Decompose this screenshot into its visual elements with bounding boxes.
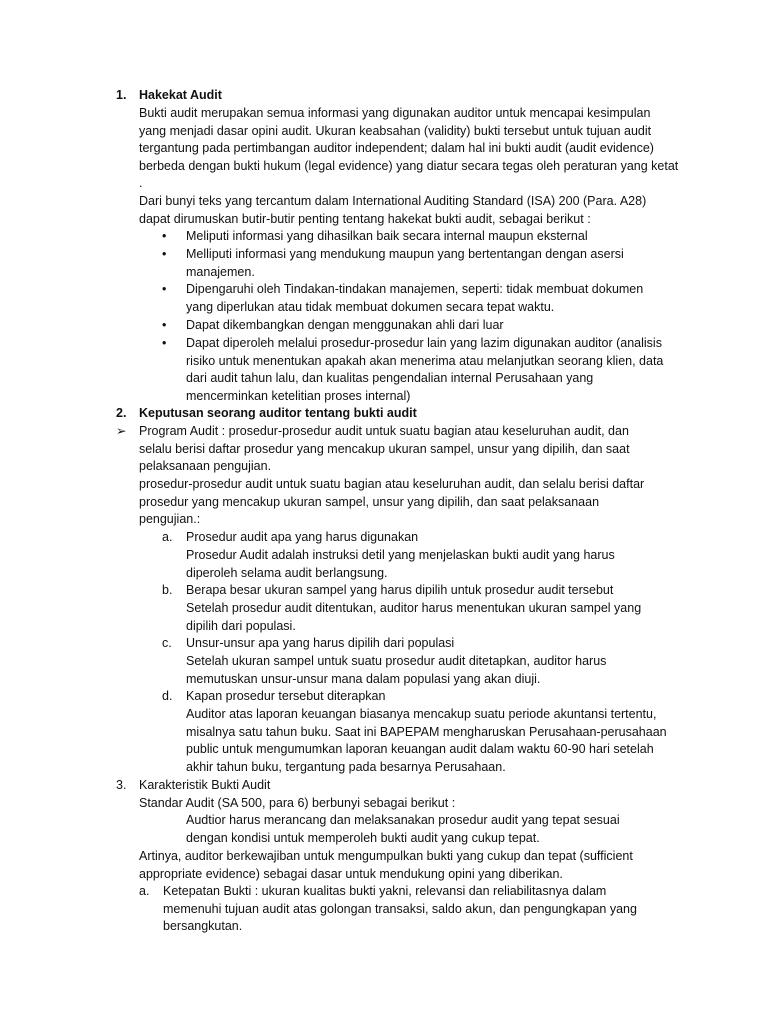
section-3-heading: Karakteristik Bukti Audit [139,778,271,792]
list-item-title: Berapa besar ukuran sampel yang harus dipilih untuk prosedur audit tersebut [186,583,614,597]
bullet-icon: • [162,318,167,332]
section-2-heading: Keputusan seorang auditor tentang bukti audit [139,406,417,420]
bullet-text: Melliputi informasi yang mendukung maupun yang bertentangan dengan asersi manajemen. [186,247,624,279]
bullet-icon: • [162,282,167,296]
arrow-bullet-icon: ➢ [116,424,127,438]
bullet-text: Dipengaruhi oleh Tindakan-tindakan manajemen, seperti: tidak membuat dokumen yang diperlukan atau tidak membuat dokumen secara tepat waktu. [186,282,644,314]
list-item-text: Setelah prosedur audit ditentukan, auditor harus menentukan ukuran sampel yang dipilih dari populasi. [186,601,642,633]
list-item-text: Setelah ukuran sampel untuk suatu prosedur audit ditetapkan, auditor harus memutuskan unsur-unsur mana dalam populasi yang akan diuji. [186,654,607,686]
bullet-text: Meliputi informasi yang dihasilkan baik secara internal maupun eksternal [186,229,588,243]
list-letter: a. [139,884,150,898]
bullet-text: Dapat diperoleh melalui prosedur-prosedur lain yang lazim digunakan auditor (analisis risiko untuk menentukan apakah akan menerima atau melanjutkan seorang klien, data dari audit tahun lalu, dan kualitas pengendalian internal Perusahaan yang mencerminkan ketelitian proses internal) [186,336,664,403]
program-audit-text: Program Audit : prosedur-prosedur audit untuk suatu bagian atau keseluruhan audit, dan selalu berisi daftar prosedur yang mencakup ukuran sampel, unsur yang dipilih, dan saat pelaksanaan pengujian. [139,424,630,474]
list-item-text: Ketepatan Bukti : ukuran kualitas bukti yakni, relevansi dan reliabilitasnya dalam memenuhi tujuan audit atas golongan transaksi, saldo akun, dan pengungkapan yang bersangkutan. [163,884,637,934]
list-item-title: Unsur-unsur apa yang harus dipilih dari populasi [186,636,455,650]
list-item-text: Prosedur Audit adalah instruksi detil yang menjelaskan bukti audit yang harus diperoleh selama audit berlangsung. [186,548,615,580]
bullet-icon: • [162,247,167,261]
section-1-number: 1. [116,88,127,102]
list-item-title: Kapan prosedur tersebut diterapkan [186,689,386,703]
list-letter: a. [162,530,173,544]
list-item-text: Auditor atas laporan keuangan biasanya mencakup suatu periode akuntansi tertentu, misalnya satu tahun buku. Saat ini BAPEPAM mengharuskan Perusahaan-perusahaan public untuk mengumumkan laporan keuangan audit dalam waktu 60-90 hari setelah akhir tahun buku, tergantung pada besarnya Perusahaan. [186,707,667,774]
section-3-meaning: Artinya, auditor berkewajiban untuk mengumpulkan bukti yang cukup dan tepat (sufficient appropriate evidence) sebagai dasar untuk mendukung opini yang diberikan. [139,849,633,881]
section-2-number: 2. [116,406,127,420]
section-3-standard: Standar Audit (SA 500, para 6) berbunyi sebagai berikut : [139,796,456,810]
list-letter: d. [162,689,173,703]
section-3-number: 3. [116,778,127,792]
bullet-icon: • [162,229,167,243]
section-3-quote: Audtior harus merancang dan melaksanakan prosedur audit yang tepat sesuai dengan kondisi untuk memperoleh bukti audit yang cukup tepat. [186,813,620,845]
list-letter: c. [162,636,172,650]
program-audit-text-2: prosedur-prosedur audit untuk suatu bagian atau keseluruhan audit, dan selalu berisi daftar prosedur yang mencakup ukuran sampel, unsur yang dipilih, dan saat pelaksanaan pengujian.: [139,477,645,527]
list-letter: b. [162,583,173,597]
section-1-paragraph-1: Bukti audit merupakan semua informasi yang digunakan auditor untuk mencapai kesimpulan yang menjadi dasar opini audit. Ukuran keabsahan (validity) bukti tersebut untuk tujuan audit tergantung pada pertimbangan auditor independent; dalam hal ini bukti audit (audit evidence) berbeda dengan bukti hukum (legal evidence) yang diatur secara tegas oleh peraturan yang ketat . [139,106,679,191]
bullet-icon: • [162,336,167,350]
bullet-text: Dapat dikembangkan dengan menggunakan ahli dari luar [186,318,504,332]
section-1-heading: Hakekat Audit [139,88,222,102]
list-item-title: Prosedur audit apa yang harus digunakan [186,530,419,544]
section-1-paragraph-2: Dari bunyi teks yang tercantum dalam International Auditing Standard (ISA) 200 (Para. A28) dapat dirumuskan butir-butir penting tentang hakekat bukti audit, sebagai berikut : [139,194,647,226]
